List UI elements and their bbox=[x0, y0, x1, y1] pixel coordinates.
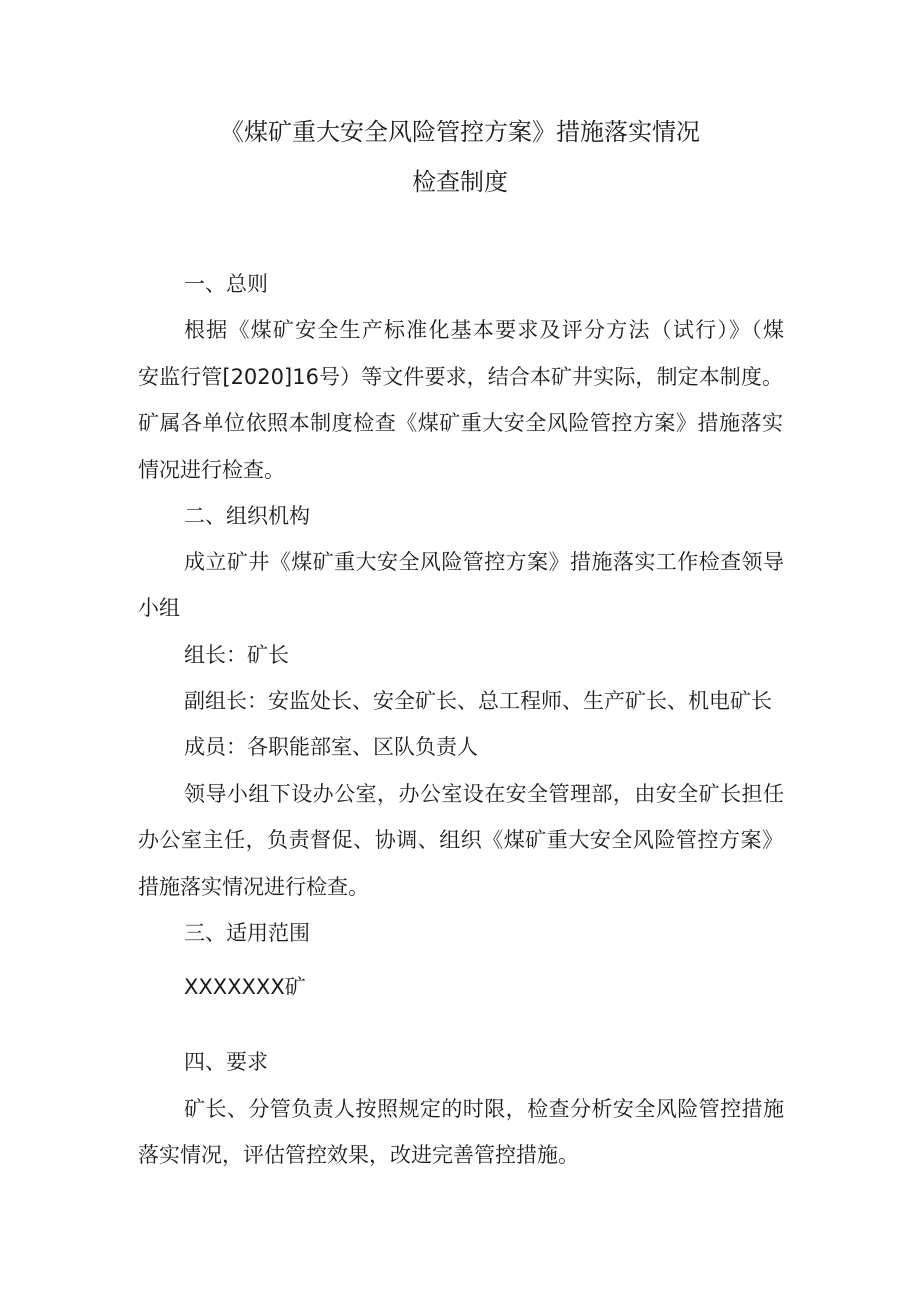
deputy-leader-line: 副组长：安监处长、安全矿长、总工程师、生产矿长、机电矿长 bbox=[184, 689, 772, 713]
paragraph-line: 落实情况，评估管控效果，改进完善管控措施。 bbox=[138, 1143, 579, 1167]
paragraph-line: 安监行管[2020]16号）等文件要求，结合本矿井实际，制定本制度。 bbox=[138, 365, 783, 389]
members-line: 成员：各职能部室、区队负责人 bbox=[184, 735, 478, 759]
paragraph-line: 根据《煤矿安全生产标准化基本要求及评分方法（试行）》（煤 bbox=[184, 318, 784, 342]
section-heading-general: 一、总则 bbox=[184, 272, 268, 296]
document-title-line-2: 检查制度 bbox=[412, 168, 508, 196]
scope-mine-name: XXXXXXX矿 bbox=[184, 975, 306, 999]
paragraph-line: 情况进行检查。 bbox=[138, 458, 285, 482]
paragraph-line: 措施落实情况进行检查。 bbox=[138, 875, 369, 899]
section-heading-scope: 三、适用范围 bbox=[184, 921, 310, 945]
document-title-line-1: 《煤矿重大安全风险管控方案》措施落实情况 bbox=[220, 118, 700, 146]
paragraph-line: 领导小组下设办公室，办公室设在安全管理部，由安全矿长担任 bbox=[184, 782, 784, 806]
paragraph-line: 办公室主任，负责督促、协调、组织《煤矿重大安全风险管控方案》 bbox=[138, 828, 783, 852]
paragraph-line: 矿长、分管负责人按照规定的时限，检查分析安全风险管控措施 bbox=[184, 1097, 784, 1121]
group-leader-line: 组长：矿长 bbox=[184, 643, 289, 667]
paragraph-line: 成立矿井《煤矿重大安全风险管控方案》措施落实工作检查领导 bbox=[184, 550, 784, 574]
section-heading-requirements: 四、要求 bbox=[184, 1050, 268, 1074]
paragraph-line: 小组 bbox=[138, 596, 180, 620]
section-heading-organization: 二、组织机构 bbox=[184, 504, 310, 528]
paragraph-line: 矿属各单位依照本制度检查《煤矿重大安全风险管控方案》措施落实 bbox=[138, 411, 783, 435]
